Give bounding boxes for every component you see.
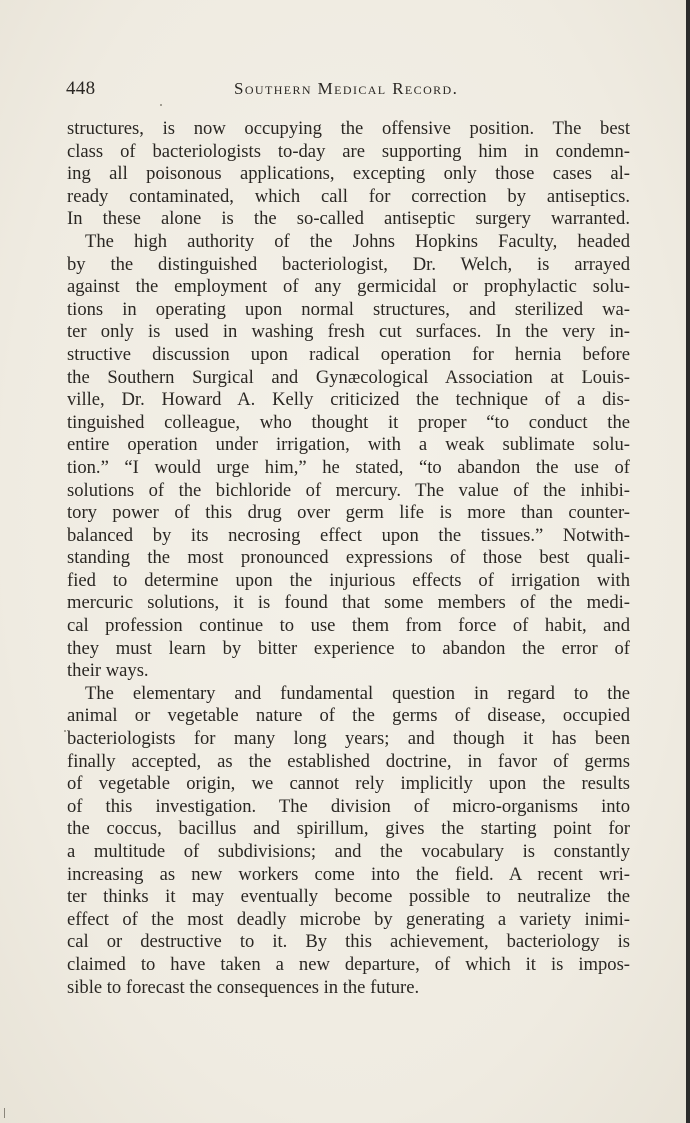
- text-line: tions in operating upon normal structures, and sterilized wa-: [67, 298, 630, 320]
- text-line: of this investigation. The division of micro-organisms into: [67, 795, 630, 817]
- body-text: [67, 118, 630, 999]
- text-line: a multitude of subdivisions; and the vocabulary is constantly: [67, 841, 630, 862]
- text-line: claimed to have taken a new departure, of which it is impos-: [67, 953, 630, 975]
- running-head: Southern Medical Record.: [234, 79, 459, 98]
- text-line: cal profession continue to use them from force of habit, and: [67, 615, 630, 637]
- text-line: of vegetable origin, we cannot rely implicitly upon the results: [67, 773, 630, 795]
- text-line: finally accepted, as the established doctrine, in favor of germs: [67, 750, 630, 772]
- text-line: bacteriologists for many long years; and though it has been: [67, 728, 630, 750]
- text-line: solutions of the bichloride of mercury. The value of the inhibi-: [67, 479, 630, 501]
- text-line: the Southern Surgical and Gynæcological Association at Louis-: [67, 366, 630, 388]
- text-line: fied to determine upon the injurious effects of irrigation with: [67, 569, 630, 591]
- text-line: their ways.: [67, 660, 149, 682]
- text-line: tion.” “I would urge him,” he stated, “to abandon the use of: [67, 456, 630, 478]
- text-line: cal or destructive to it. By this achievement, bacteriology is: [67, 931, 630, 953]
- text-line: standing the most pronounced expressions of those best quali-: [67, 547, 630, 569]
- text-line: ready contaminated, which call for correction by antiseptics.: [67, 185, 630, 207]
- text-line: sible to forecast the consequences in the future.: [67, 976, 420, 998]
- text-line: the coccus, bacillus and spirillum, gives the starting point for: [67, 818, 630, 840]
- paragraph-1: [67, 118, 630, 231]
- text-line: In these alone is the so-called antiseptic surgery warranted.: [67, 208, 630, 230]
- text-line: by the distinguished bacteriologist, Dr. Welch, is arrayed: [67, 253, 630, 275]
- text-line: structive discussion upon radical operation for hernia before: [67, 343, 630, 365]
- text-line: balanced by its necrosing effect upon the tissues.” Notwith-: [67, 524, 630, 546]
- paragraph-3: [67, 683, 630, 999]
- paragraph-2: [67, 231, 630, 683]
- text-line: The elementary and fundamental question in regard to the: [85, 682, 630, 704]
- text-line: increasing as new workers come into the field. A recent wri-: [67, 863, 630, 885]
- text-line: they must learn by bitter experience to abandon the error of: [67, 637, 630, 659]
- text-line: ter only is used in washing fresh cut surfaces. In the very in-: [67, 321, 630, 343]
- paper-speck: [64, 730, 66, 732]
- paper-speck: [160, 104, 162, 106]
- text-line: class of bacteriologists to-day are supporting him in condemn-: [67, 140, 630, 162]
- text-line: effect of the most deadly microbe by generating a variety inimi-: [67, 908, 630, 930]
- page-number: 448: [66, 78, 96, 99]
- text-line: ville, Dr. Howard A. Kelly criticized the technique of a dis-: [67, 389, 630, 411]
- page-header: [66, 78, 642, 102]
- text-line: ing all poisonous applications, excepting only those cases al-: [67, 163, 630, 185]
- text-line: mercuric solutions, it is found that some members of the medi-: [67, 592, 630, 614]
- paper-speck: [4, 1108, 5, 1118]
- text-line: structures, is now occupying the offensive position. The best: [67, 118, 630, 139]
- text-line: The high authority of the Johns Hopkins Faculty, headed: [85, 230, 630, 252]
- text-line: tinguished colleague, who thought it proper “to conduct the: [67, 411, 630, 433]
- text-line: animal or vegetable nature of the germs of disease, occupied: [67, 705, 630, 727]
- text-line: tory power of this drug over germ life is more than counter-: [67, 502, 630, 524]
- text-line: against the employment of any germicidal or prophylactic solu-: [67, 276, 630, 298]
- text-line: entire operation under irrigation, with a weak sublimate solu-: [67, 434, 630, 456]
- page-edge-shadow: [686, 0, 690, 1123]
- text-line: ter thinks it may eventually become possible to neutralize the: [67, 886, 630, 908]
